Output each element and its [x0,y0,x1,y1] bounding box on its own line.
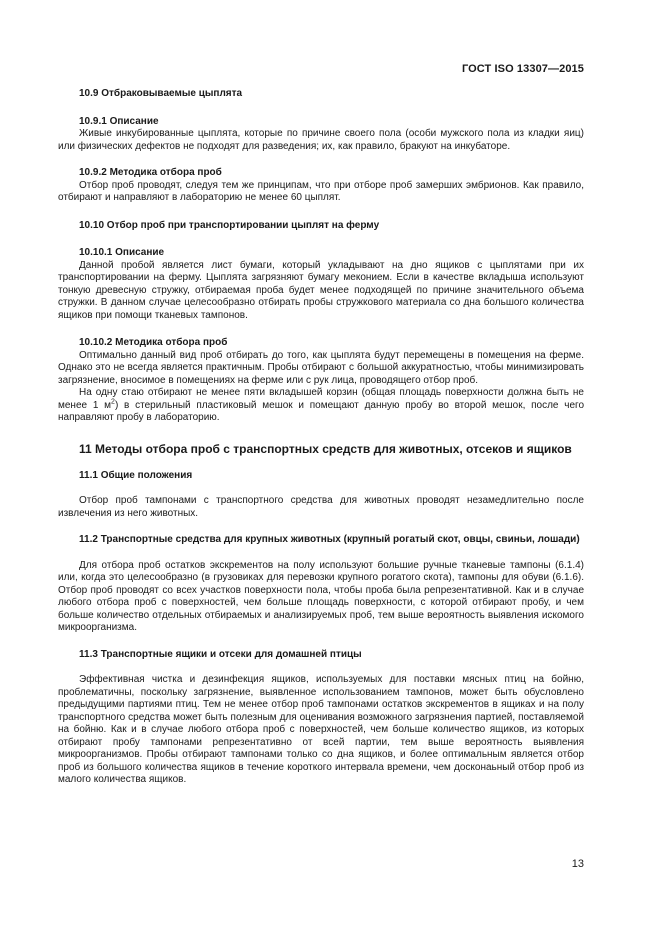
section-10-9-1-heading: 10.9.1 Описание [79,115,159,127]
text-part-a: На одну стаю отбирают не менее пяти вкладышей корзин (общая площадь поверхности должна быть не менее 1 м [58,387,584,411]
section-10-10-2-heading: 10.10.2 Методика отбора проб [79,337,228,348]
section-11-3-heading: 11.3 Транспортные ящики и отсеки для домашней птицы [79,648,362,660]
standard-designation: ГОСТ ISO 13307—2015 [461,63,584,75]
page-content [58,88,584,787]
section-11-3-text: Эффективная чистка и дезинфекция ящиков, используемых для поставки мясных птиц на бойню, проблематичны, поскольку загрязнение, выявленное использованием тампонов, может быть обусловлено предыдущими партиями птиц. Тем не менее отбор проб тампонами остатков экскрементов в ящиках и на полу транспортного средства может быть полезным для оценивания возможного загрязнения партией, поставляемой на бойню. Как и в случае любого отбора проб с поверхностей, чем больше количество ящиков, из которых отбирают пробу тампонами репрезентативно от всей партии, тем выше вероятность выявления микроорганизмов. Пробы отбирают тампонами только со дна ящиков, и более оптимальным является отбор проб из большого количества ящиков в течение короткого интервала времени, чем досконаьный отбор проб из малого количества ящиков. [58,674,584,785]
section-11-1-heading: 11.1 Общие положения [79,469,193,481]
page-number: 13 [571,858,584,870]
section-10-10-1-text: Данной пробой является лист бумаги, который укладывают на дно ящиков с цыплятами при их транспортировании на ферму. Цыплята загрязняют бумагу меконием. Если в качестве вкладыша используют тонкую древесную стружку, отбираемая проба будет менее подходящей по причине значительного объема стружки. В данном случае целесообразно отбирать пробы стружкового материала со дна большого количества ящиков при помощи тканевых тампонов. [58,259,584,321]
section-10-10-1-heading: 10.10.1 Описание [79,247,165,258]
section-11-heading: 11 Методы отбора проб с транспортных средств для животных, отсеков и ящиков [79,441,572,456]
section-10-10-2-text-2 [58,387,584,425]
section-10-9-2-text: Отбор проб проводят, следуя тем же принципам, что при отборе проб замерших эмбрионов. Как правило, отбирают и направляют в лабораторию не менее 60 цыплят. [58,179,584,203]
section-11-2-heading: 11.2 Транспортные средства для крупных животных (крупный рогатый скот, овцы, свиньи, лошади) [79,534,580,545]
section-11-2-text: Для отбора проб остатков экскрементов на полу используют большие ручные тканевые тампоны (6.1.4) или, когда это целесообразно (в грузовиках для перевозки крупного рогатого скота), тампоны для обуви (6.1.6). Отбор проб проводят со всех участков поверхности пола, чтобы проба была репрезентативной. Как и в случае любого отбора проб с поверхностей, чем больше площадь поверхности, с которой отбирают пробу, и чем больше количество отдельных отбираемых и анализируемых проб, тем выше вероятность выявления искомого микроорганизма. [58,559,584,633]
superscript-2: 2 [111,398,115,406]
section-10-10-2-text-1: Оптимально данный вид проб отбирать до того, как цыплята будут перемещены в помещения на ферме. Однако это не всегда является практичным. Пробы отбирают с большой аккуратностью, чтобы минимизировать загрязнение, вносимое в помещениях на ферме или с рук лица, проводящего отбор проб. [58,349,584,386]
text-part-b: ) в стерильный пластиковый мешок и помещают данную пробу во второй мешок, после чего направляют пробу в лабораторию. [58,399,585,423]
section-11-1-text: Отбор проб тампонами с транспортного средства для животных проводят незамедлительно после извлечения из него животных. [58,495,584,519]
section-10-9-1-text: Живые инкубированные цыплята, которые по причине своего пола (особи мужского пола из кладки яиц) или физических дефектов не подходят для разведения; их, как правило, бракуют на инкубаторе. [58,128,584,152]
section-10-9-2-heading: 10.9.2 Методика отбора проб [79,167,222,178]
section-10-10-heading: 10.10 Отбор проб при транспортировании цыплят на ферму [79,219,380,231]
section-10-9-heading: 10.9 Отбраковываемые цыплята [79,88,243,99]
